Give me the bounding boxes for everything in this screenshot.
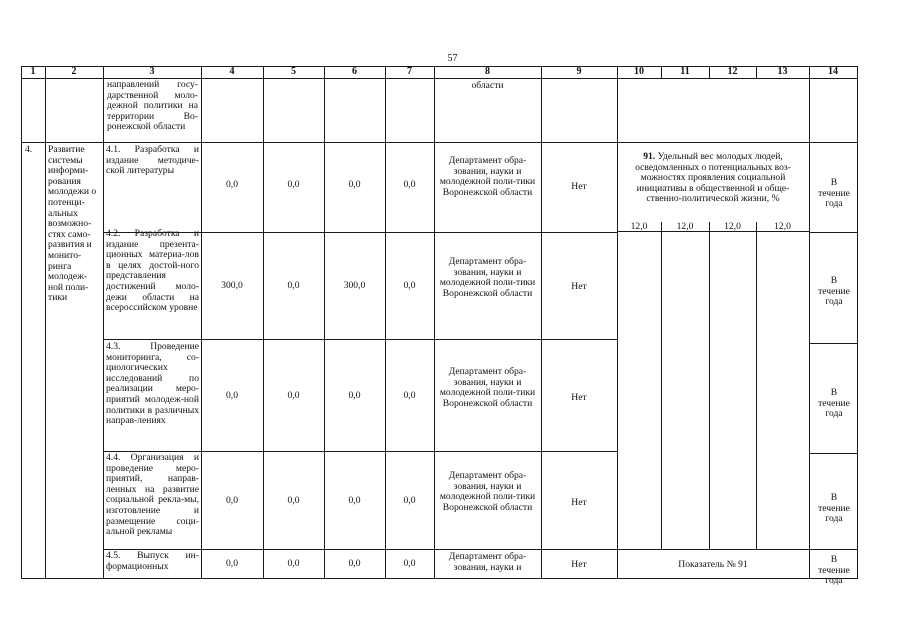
indicator-number: 91. <box>643 151 656 162</box>
budget-federal: 0,0 <box>287 390 300 401</box>
co-executor: Нет <box>571 392 587 403</box>
indicator-reference: Показатель № 91 <box>678 559 748 570</box>
co-executor: Нет <box>571 281 587 292</box>
budget-regional: 0,0 <box>348 179 361 190</box>
deadline: В течение года <box>818 275 850 308</box>
co-executor: Нет <box>571 497 587 508</box>
page-number: 57 <box>447 53 458 64</box>
executor: Департамент обра-зования, науки и молодежной поли-тики Воронежской области <box>439 155 536 198</box>
budget-federal: 0,0 <box>287 495 300 506</box>
deadline: В течение года <box>818 554 850 587</box>
header-col-11: 11 <box>680 66 690 77</box>
budget-total: 0,0 <box>226 179 238 190</box>
executor: Департамент обра-зования, науки и молодежной поли-тики Воронежской области <box>439 366 536 409</box>
header-col-5: 5 <box>291 66 296 77</box>
budget-other: 0,0 <box>403 390 416 401</box>
budget-other: 0,0 <box>403 495 416 506</box>
indicator-value-col13: 12,0 <box>774 221 791 232</box>
co-executor: Нет <box>571 559 587 570</box>
executor: Департамент обра-зования, науки и молодежной поли-тики Воронежской области <box>439 470 536 513</box>
executor: Департамент обра-зования, науки и <box>448 551 527 573</box>
carry-activity-text: направлений госу-дарственной моло-дежной политики на территории Во-ронежской области <box>107 79 198 133</box>
program-table <box>21 66 858 587</box>
budget-other: 0,0 <box>403 280 416 291</box>
header-col-8: 8 <box>485 66 490 77</box>
header-col-14: 14 <box>828 66 838 77</box>
header-col-3: 3 <box>149 66 155 77</box>
budget-federal: 0,0 <box>287 558 300 569</box>
budget-total: 0,0 <box>226 495 238 506</box>
indicator-91-description <box>621 152 805 205</box>
activity-name: 4.3. Проведение мониторинга, со-циологических исследований по реализации меро-приятий молодеж-ной политики в различных направ-лениях <box>106 341 199 427</box>
header-col-12: 12 <box>727 66 738 77</box>
budget-total: 300,0 <box>221 280 243 291</box>
header-col-10: 10 <box>634 66 644 77</box>
activity-name: 4.2. Разработка и издание презента-ционных материа-лов в целях достой-ного представления достижений моло-дежи области на всероссийском уровне <box>106 228 199 314</box>
header-col-6: 6 <box>352 66 357 77</box>
section-title: Развитие системы информи-рования молодежи о потенци-альных возможно-стях само-развития и монито-ринга молодеж-ной поли-тики <box>48 144 97 304</box>
deadline: В течение года <box>818 387 850 420</box>
header-col-7: 7 <box>407 66 412 77</box>
budget-federal: 0,0 <box>287 280 300 291</box>
budget-federal: 0,0 <box>287 179 300 190</box>
deadline: В течение года <box>818 492 850 525</box>
section-number: 4. <box>25 144 33 155</box>
budget-regional: 0,0 <box>348 390 361 401</box>
budget-regional: 0,0 <box>348 495 361 506</box>
budget-other: 0,0 <box>403 558 416 569</box>
budget-other: 0,0 <box>403 179 416 190</box>
budget-regional: 300,0 <box>343 280 366 291</box>
header-col-9: 9 <box>576 66 582 77</box>
header-col-2: 2 <box>71 66 77 77</box>
activity-name: 4.4. Организация и проведение меро-приятий, направ-ленных на развитие социальной рекла-мы, изготовление и размещение соци-альной рекламы <box>106 452 199 538</box>
budget-regional: 0,0 <box>348 558 361 569</box>
header-col-13: 13 <box>777 66 788 77</box>
header-col-4: 4 <box>229 66 235 77</box>
indicator-value-col10: 12,0 <box>630 221 648 232</box>
indicator-value-col12: 12,0 <box>724 221 741 232</box>
activity-name: 4.1. Разработка и издание методиче-ской литературы <box>106 144 199 177</box>
deadline: В течение года <box>818 177 850 210</box>
co-executor: Нет <box>571 181 587 192</box>
header-col-1: 1 <box>30 66 36 77</box>
executor: Департамент обра-зования, науки и молодежной поли-тики Воронежской области <box>439 256 536 299</box>
indicator-text: Удельный вес молодых людей, осведомленных о потенциальных воз-можностях проявления социальной инициативы в общественной и обще-ственно-политической жизни, % <box>635 151 791 205</box>
carry-executor-text: области <box>471 80 504 91</box>
activity-name: 4.5. Выпуск ин-формационных <box>106 550 199 572</box>
budget-total: 0,0 <box>226 390 238 401</box>
budget-total: 0,0 <box>226 558 238 569</box>
indicator-value-col11: 12,0 <box>676 221 694 232</box>
